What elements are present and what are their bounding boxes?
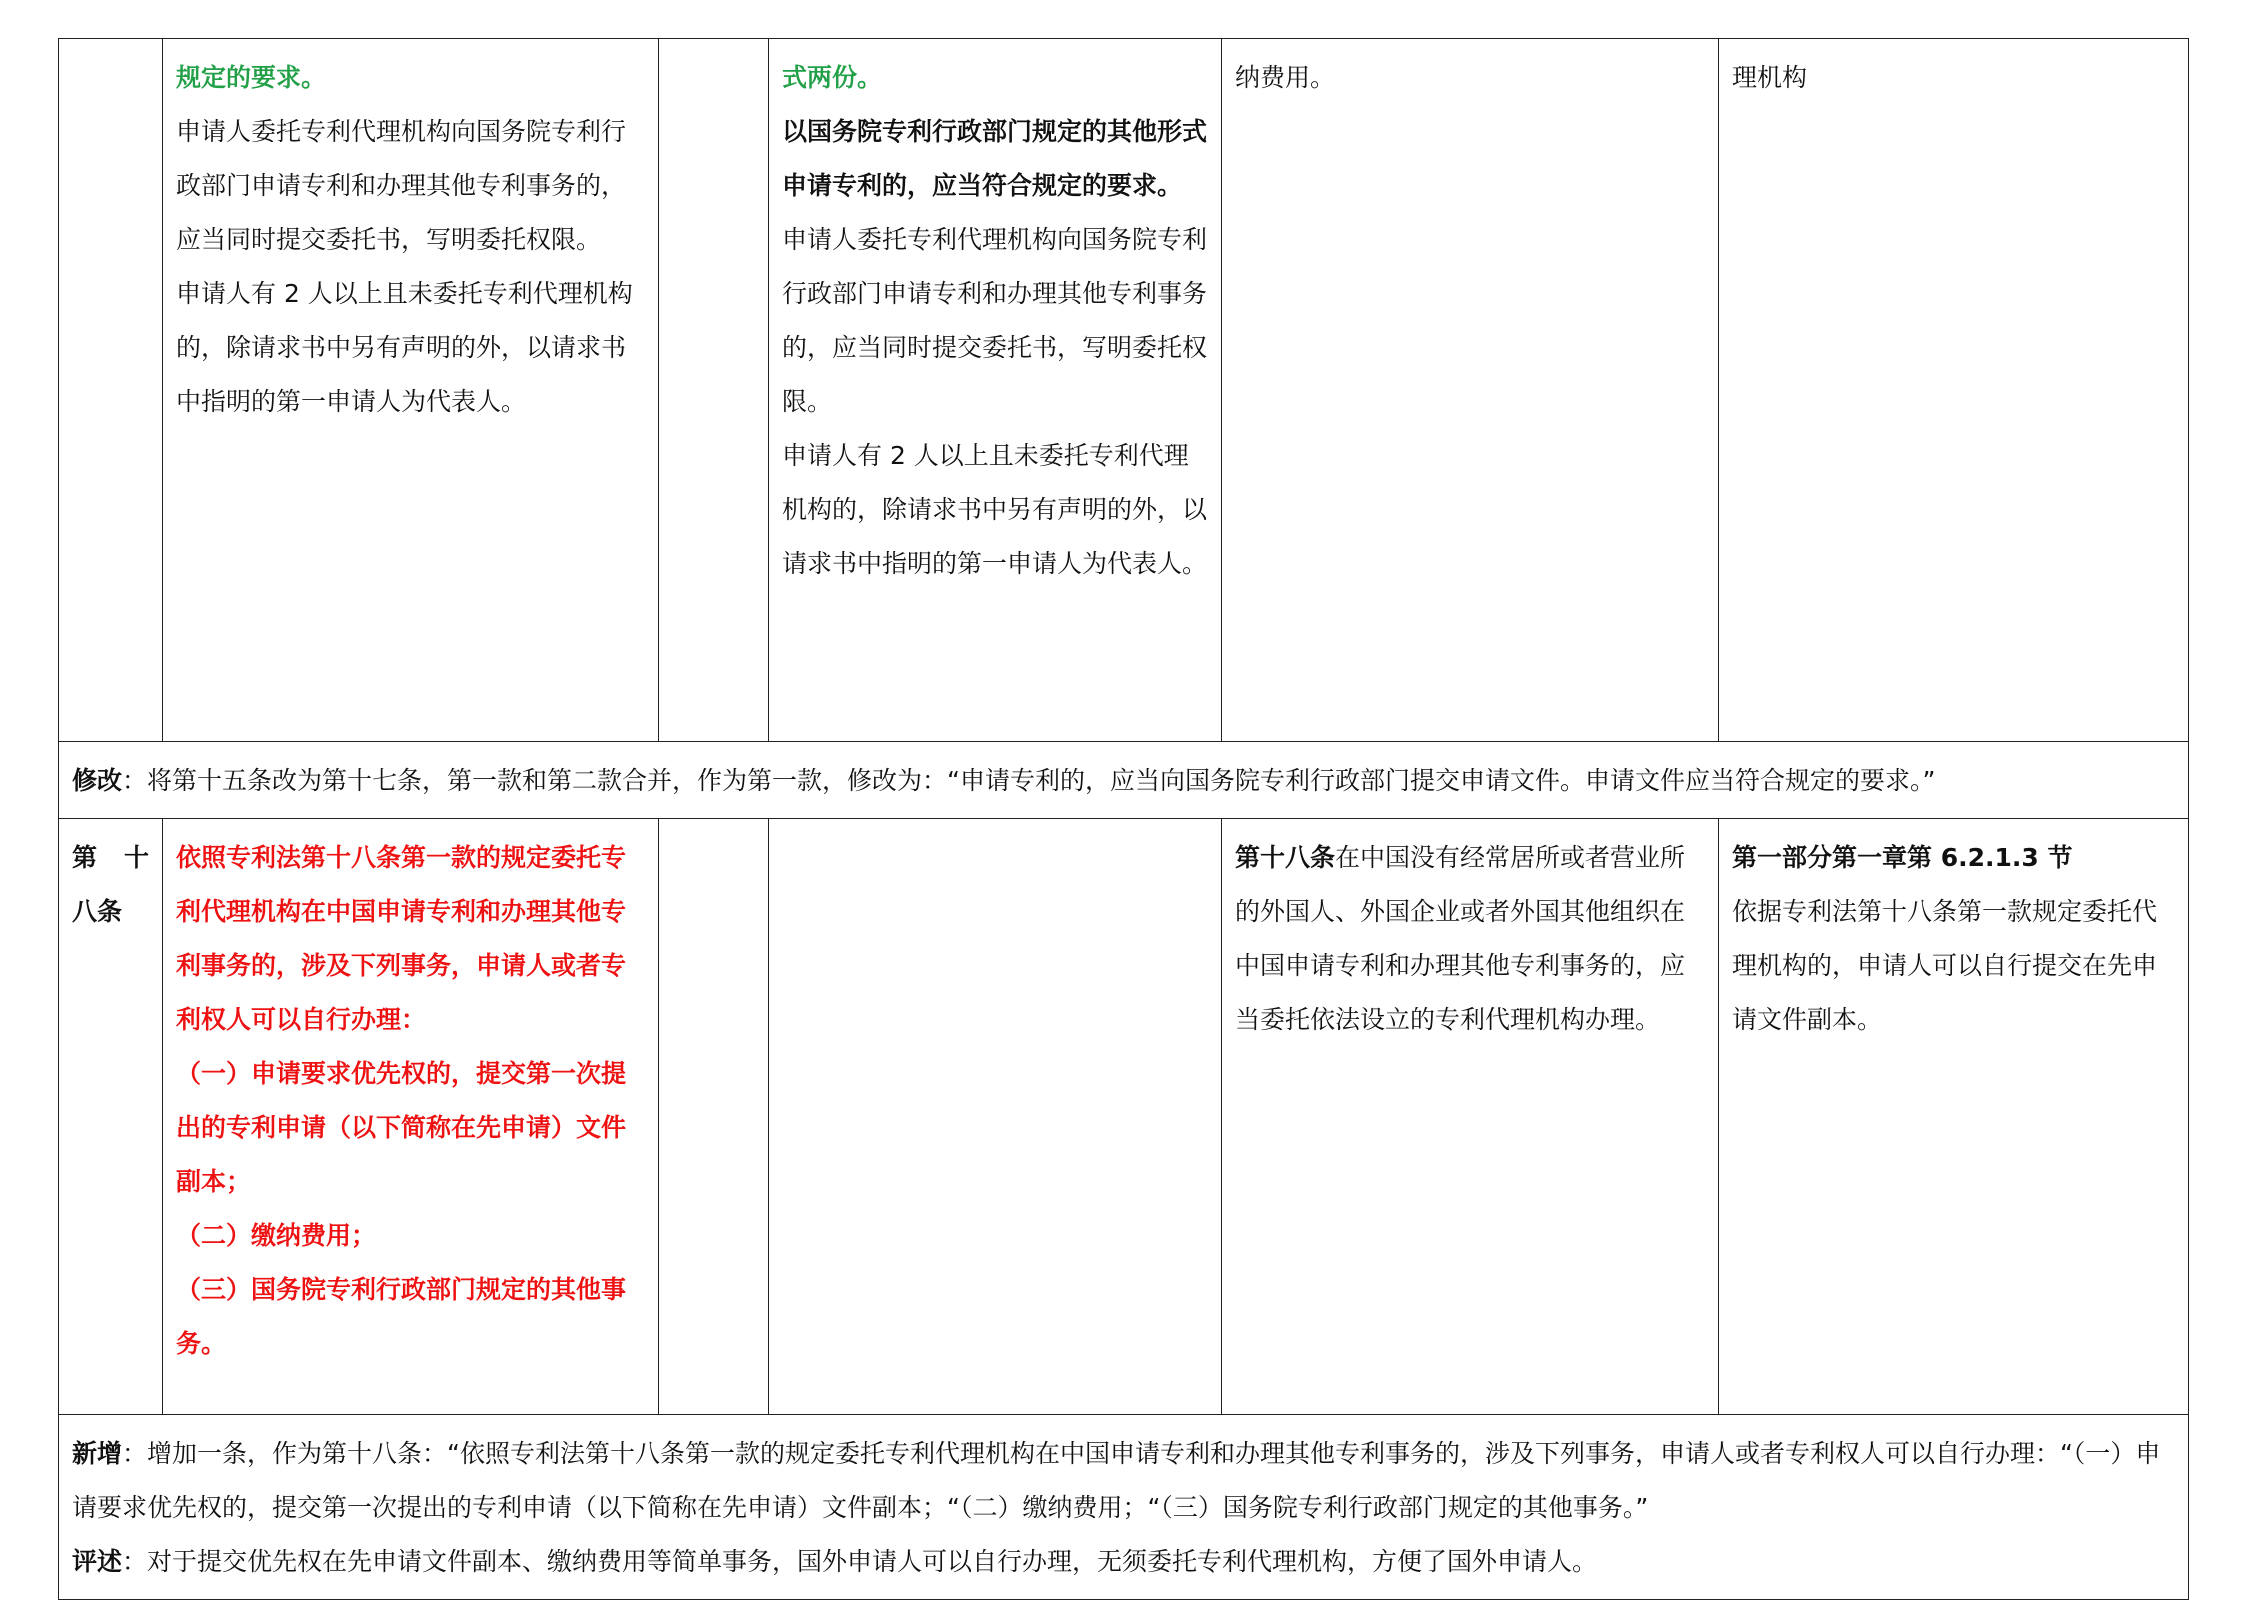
new-rule-item-1: （一）申请要求优先权的，提交第一次提出的专利申请（以下简称在先申请）文件副本； [176, 1059, 627, 1196]
add-text: ：增加一条，作为第十八条：“依照专利法第十八条第一款的规定委托专利代理机构在中国申请专利和办理其他专利事务的，涉及下列事务，申请人或者专利权人可以自行办理：“（一）申请要求优先权的，提交第一次提出的专利申请（以下简称在先申请）文件副本；“（二）缴纳费用；“（三）国务院专利行政部门规定的其他事务。” [72, 1439, 2161, 1522]
new-rule-para-1: 依照专利法第十八条第一款的规定委托专利代理机构在中国申请专利和办理其他专利事务的，涉及下列事务，申请人或者专利权人可以自行办理： [176, 843, 627, 1034]
revised-rule-para-1: 申请人委托专利代理机构向国务院专利行政部门申请专利和办理其他专利事务的，应当同时提交委托书，写明委托权限。 [176, 117, 627, 254]
new-rule-item-2: （二）缴纳费用； [176, 1221, 377, 1250]
comment-text: ：对于提交优先权在先申请文件副本、缴纳费用等简单事务，国外申请人可以自行办理，无须委托专利代理机构，方便了国外申请人。 [122, 1547, 1598, 1576]
table-row-continuation [59, 39, 2189, 742]
empty-cell [659, 819, 769, 1415]
table-row-article-18 [59, 819, 2189, 1415]
guideline-section-text: 依据专利法第十八条第一款规定委托代理机构的，申请人可以自行提交在先申请文件副本。 [1732, 897, 2158, 1034]
guideline-section-cell [1719, 819, 2189, 1415]
guideline-cell [1719, 39, 2189, 742]
new-rule-cell [163, 819, 659, 1415]
revised-rule-para-2: 申请人有 2 人以上且未委托专利代理机构的，除请求书中另有声明的外，以请求书中指明的第一申请人为代表人。 [176, 279, 633, 416]
add-note [59, 1415, 2189, 1600]
note-row-modify [59, 742, 2189, 819]
article-number-line-1: 第 十 [72, 843, 149, 872]
empty-cell [769, 819, 1222, 1415]
comment-line [72, 1535, 2175, 1589]
revised-rule-tail: 规定的要求。 [176, 63, 327, 92]
draft-rule-tail: 式两份。 [782, 63, 883, 92]
law-article-18 [1235, 831, 1705, 1047]
draft-rule-para-1: 申请人委托专利代理机构向国务院专利行政部门申请专利和办理其他专利事务的，应当同时提交委托书，写明委托权限。 [782, 225, 1208, 416]
comparison-table [58, 38, 2189, 1600]
comment-label: 评述 [72, 1547, 123, 1576]
empty-cell [659, 39, 769, 742]
law-article-18-text: 在中国没有经常居所或者营业所的外国人、外国企业或者外国其他组织在中国申请专利和办理其他专利事务的，应当委托依法设立的专利代理机构办理。 [1235, 843, 1686, 1034]
modify-label: 修改 [72, 766, 123, 795]
guideline-text: 理机构 [1732, 63, 1808, 92]
draft-rule-bold: 以国务院专利行政部门规定的其他形式申请专利的，应当符合规定的要求。 [782, 117, 1208, 200]
add-label: 新增 [72, 1439, 123, 1468]
note-row-add [59, 1415, 2189, 1600]
new-rule-item-3: （三）国务院专利行政部门规定的其他事务。 [176, 1275, 627, 1358]
draft-rule-cell [769, 39, 1222, 742]
add-note-line [72, 1427, 2175, 1535]
draft-rule-para-2: 申请人有 2 人以上且未委托专利代理机构的，除请求书中另有声明的外，以请求书中指明的第一申请人为代表人。 [782, 441, 1208, 578]
article-number-line-2: 八条 [72, 897, 123, 926]
law-text: 纳费用。 [1235, 63, 1336, 92]
article-number [59, 819, 163, 1415]
article-cell-empty [59, 39, 163, 742]
revised-rule-cell [163, 39, 659, 742]
law-cell [1222, 39, 1719, 742]
law-article-18-label: 第十八条 [1235, 843, 1336, 872]
modify-text: ：将第十五条改为第十七条，第一款和第二款合并，作为第一款，修改为：“申请专利的，应当向国务院专利行政部门提交申请文件。申请文件应当符合规定的要求。” [122, 766, 1936, 795]
law-article-18-cell [1222, 819, 1719, 1415]
guideline-section-title: 第一部分第一章第 6.2.1.3 节 [1732, 843, 2073, 872]
modify-note [59, 742, 2189, 819]
